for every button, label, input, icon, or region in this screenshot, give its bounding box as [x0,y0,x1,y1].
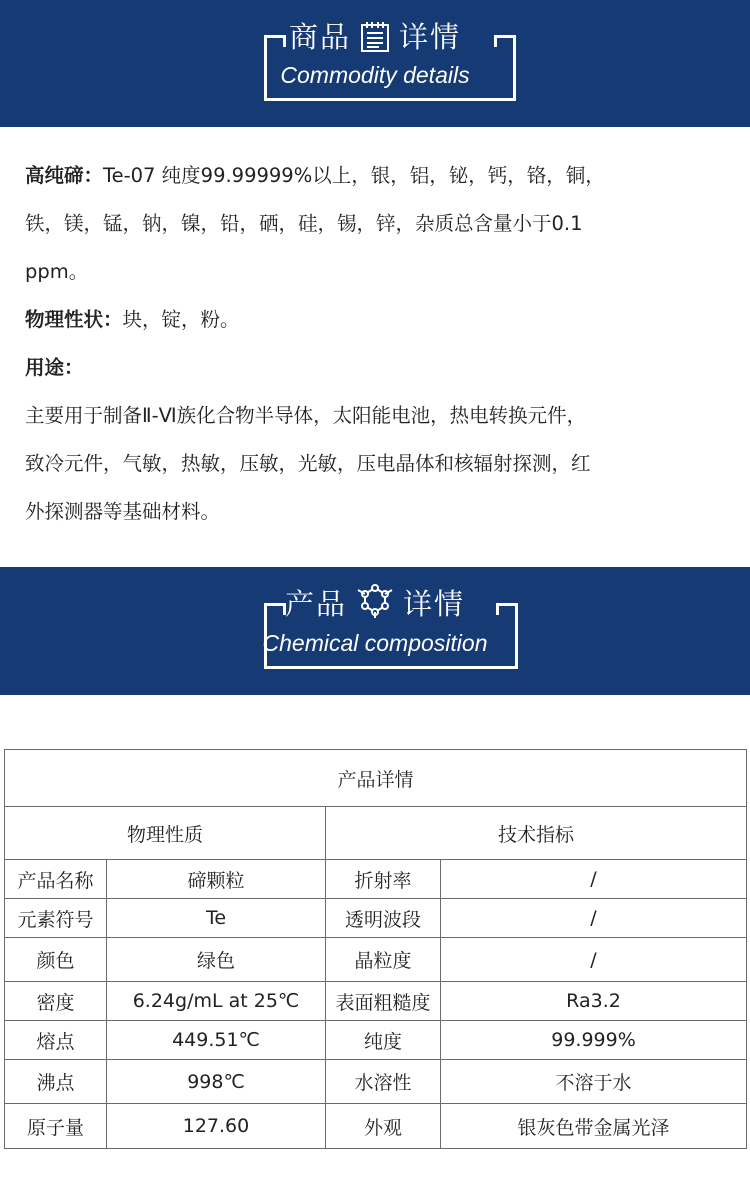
spec-value: / [441,899,747,938]
impurity-unit: ppm。 [25,260,89,283]
table-header-row [5,807,747,860]
spec-name: 表面粗糙度 [326,982,441,1021]
banner-title-en: Chemical composition [262,630,488,656]
spec-name: 晶粒度 [326,938,441,982]
purity-label: 高纯碲： [25,164,104,187]
property-value: 998℃ [107,1060,326,1104]
header-banner-composition [0,567,750,695]
header-banner-commodity [0,0,750,127]
property-value: 6.24g/mL at 25℃ [107,982,326,1021]
property-value: 碲颗粒 [107,860,326,899]
impurity-text: 铁，镁，锰，钠，镍，铅，硒，硅，锡，锌，杂质总含量小于0.1 [25,212,583,235]
spec-name: 折射率 [326,860,441,899]
property-value: 绿色 [107,938,326,982]
banner-title-en: Commodity details [280,62,470,88]
physical-form-label: 物理性状： [25,308,123,331]
property-name: 熔点 [5,1021,107,1060]
usage-text-3: 外探测器等基础材料。 [25,500,221,523]
property-name: 沸点 [5,1060,107,1104]
product-description [25,152,730,536]
spec-value: 银灰色带金属光泽 [441,1104,747,1149]
purity-text: Te-07 纯度99.99999%以上，银，铝，铋，钙，铬，铜， [103,164,605,187]
usage-label: 用途： [25,356,84,379]
property-name: 原子量 [5,1104,107,1149]
property-name: 密度 [5,982,107,1021]
spec-value: 不溶于水 [441,1060,747,1104]
property-value: 449.51℃ [107,1021,326,1060]
table-row [5,1104,747,1149]
table-row [5,1060,747,1104]
table-row [5,938,747,982]
table-row [5,1021,747,1060]
spec-value: Ra3.2 [441,982,747,1021]
table-title: 产品详情 [5,750,747,807]
property-value: Te [107,899,326,938]
spec-name: 外观 [326,1104,441,1149]
banner-title-cn: 商品 详情 [0,17,750,57]
header-physical-properties: 物理性质 [5,807,326,860]
spec-value: / [441,938,747,982]
spec-value: 99.999% [441,1021,747,1060]
table-row [5,899,747,938]
notepad-icon [359,21,391,63]
table-row [5,860,747,899]
table-row [5,982,747,1021]
spec-value: / [441,860,747,899]
property-value: 127.60 [107,1104,326,1149]
property-name: 产品名称 [5,860,107,899]
property-name: 颜色 [5,938,107,982]
banner-title-cn: 产品 详情 [0,584,750,624]
molecule-icon [355,584,395,630]
physical-form-text: 块，锭，粉。 [122,308,240,331]
spec-table [4,749,747,1149]
header-technical-specs: 技术指标 [326,807,747,860]
spec-name: 纯度 [326,1021,441,1060]
table-title-row [5,750,747,807]
property-name: 元素符号 [5,899,107,938]
usage-text-2: 致冷元件，气敏，热敏，压敏，光敏，压电晶体和核辐射探测，红 [25,452,591,475]
spec-name: 透明波段 [326,899,441,938]
spec-name: 水溶性 [326,1060,441,1104]
usage-text-1: 主要用于制备Ⅱ-Ⅵ族化合物半导体，太阳能电池，热电转换元件， [25,404,587,427]
